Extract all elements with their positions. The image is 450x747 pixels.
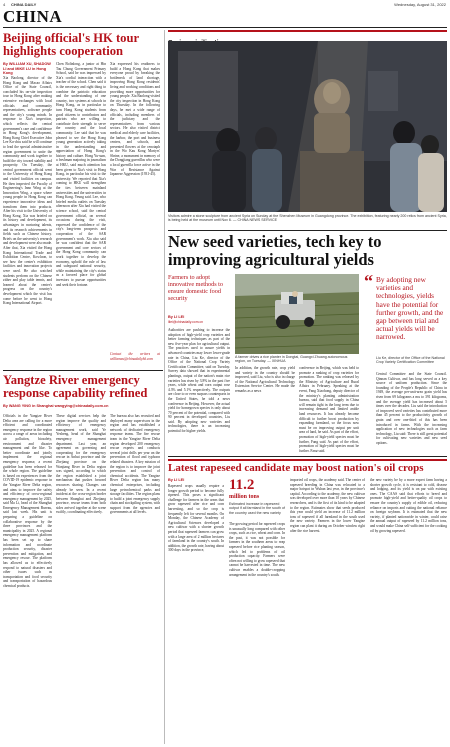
rice-col-1: Authorities are pushing to increase the adoption of high-yield crop varieties and better farming techniques as part of the new five-year plan for agricultural output. The practices used to assure yields in advanced countries may lower lower-grade rate in China, Liu Ke, director of the Office of the National Crop Variety Certification Committee, said on Tuesday. Survey data showed that in experimental plantings, output of the nation's main rice varieties has risen by 3.8% in the past five years, while wheat and corn output rose 4.3% and 5.1% respectively. The outputs are close to or even surpass counterparts in the United States, he told a news conference in Beijing. However, the actual yield for homegrown species is only about 70 percent of the potential, compared with 90 percent in developed countries, Liu said. By adopting new varieties and technologies, there is an increasing potential for higher yields. — [168, 328, 230, 434]
syria-photo — [168, 41, 447, 212]
section-title: CHINA — [3, 7, 63, 26]
rice-photo-art — [235, 274, 359, 354]
seeds-stat-number: 11.2 — [229, 477, 255, 493]
rice-byline: By LI LEI — [168, 315, 185, 319]
left-section-rule — [3, 370, 163, 371]
hk-contact: Contact the writers at williamxu@chinadailyhk.com — [110, 352, 160, 361]
page-number: 4 — [3, 2, 6, 7]
rice-headline: New seed varieties, tech key to improving agricultural yields — [168, 232, 382, 269]
rice-photo-caption: A farmer drives a rice planter in Dongtai, Guangxi Zhuang autonomous region, on Tuesday. — XINHUA — [235, 355, 348, 364]
seeds-headline: Latest rapeseed candidate may boost nation's oil crops — [168, 462, 424, 474]
seeds-byline: By LI LEI — [168, 478, 185, 482]
rice-pull-quote-mark: “ — [364, 271, 373, 291]
hk-byline: By WILLIAM XU, SHADOW LI and MIKE LU in Hong Kong — [3, 62, 51, 76]
seeds-stat-unit: million tons — [229, 494, 260, 500]
date-line: Wednesday, August 31, 2022 — [394, 2, 446, 7]
seeds-col-1: Rapeseed crops usually require a longer growth period to become fully ripened. This poses a significant challenge for farmers in the areas that grow rapeseed after rice and corn harvesting, and so the crop is frequently left for several months. On Monday, the Chinese Academy of Agricultural Sciences developed a new cultivar with a shorter growth period that rapeseed farmers can grow with a large area of 2 million hectares of farmland in the country's south. In addition, the growth rate, having about 300 days in the province, — [168, 484, 224, 553]
hk-col-2: Chen Bolinlong, a junior at Hin Tau Chung Government Primary School, said he was impressed by Xia's cordial interaction with a teacher of the school. Chen said it is the necessary and right thing to combine the patriotic education and the understanding of one country, two systems at schools in Hong Kong, as in particular to turn Hong Kong students from good citizens to contributors and patriots who are willing to contribute their strength to serve the country and the local community. Lee said that he was pleased to see the Hong Kong young generation actively taking in the understanding and appreciation of Hong Kong's history and culture. Hong Yu-sum, a freshman majoring in journalism at HKU, said much attention has been given to Xia's visit to Hong Kong, in particular his visit to the university. We reported that Xia's coming to HKU will strengthen the ties between mainland universities and the universities in Hong Kong. Yeung said. Lee, who briefed media outlets on Tuesday afternoon after Xia had visited the science school, said the central government official, on several occasions during the visit, expressed the confidence of the city's long-term prospects and cooperation of the SAR government's work. Xia also said he was confident that the SAR government and core sectors of the Hong Kong community can work together to develop the economy, uphold the rule of law and safeguard national security, while maintaining the city's status as a favored place for global investors to pursue opportunities and seek their fortune. — [56, 62, 106, 287]
hk-headline: Beijing official's HK tour highlights cooperation — [3, 31, 139, 58]
seeds-col-4: the new variety be by a more expert farm having a shorter growth cycle, it is resistant to cold, disease and lodging, and its yield is on par with existing ones. The CAAS said that efforts to breed and promote high-yield and better-quality oil crops to ensure the country's supply of edible oil, reducing reliance on imports and cutting the national reliance on foreign soybean. It is estimated that the new variety, if planted nationwide in winter, could raise the annual output of rapeseed by 11.2 million tons, and would make China self-sufficient for the cooking oil by growing rapeseed. — [370, 478, 447, 533]
syria-caption: Visitors admire a stone sculpture from ancient Syria on Sunday at the Shenzhen Museum in Guangdong province. The exhibition, featuring nearly 200 relics from ancient Syria, is being held at the museum until Nov 6. — CHINA NEWS SERVICE — [168, 214, 447, 223]
rice-byline-email: lilei@chinadaily.com.cn — [168, 320, 204, 324]
rice-pull-quote-attrib: Liu Ke, director of the Office of the National Crop Variety Certification Committee — [376, 356, 445, 365]
rice-photo — [235, 274, 359, 354]
seeds-col-2: The growing period for rapeseed crops is unusually long compared with other crops, such as rice, wheat and corn. In the past, it was not possible for farmers in the southern areas to reap rapeseed before rice planting season, which led to problems of oil production capacity. Farmers were often not willing to grow rapeseed that cannot be harvested in time. The new cultivar enables a double-cropping arrangement in the country's south. — [229, 522, 285, 577]
right-mid-rule — [168, 456, 447, 457]
yangtze-col-3: The bureau also has recruited and deployed many supervisors in the region and has established a network of dedicated emergency response teams. The fire rescue team in the Yangtze River Delta region developed 200 emergency rescue experts and conducts several joint drills per year on the prevention of flood and typhoon related disasters. A key mission of the region is to improve the joint prevention and control of chemical accidents. The Yangtze River Delta region has many chemical enterprises, including large petrochemical parks and storage facilities. The region plans to build a joint emergency supply chain and stockpiling system, with support from the agencies and governments at all levels. — [110, 414, 160, 515]
hk-col-1: Xia Baolong, director of the Hong Kong and Macao Affairs Office of the State Council, concluded his on-site inspection tour in Hong Kong after making extensive exchanges with local officials and community representatives, software people and the city's young minds. In response to Xia's inspection, which reflects the central government's care and confidence in Hong Kong's development, Hong Kong Chief Executive John Lee Ka-chiu said he will continue to lead the special administrative region government to unite the community and work together to build the city toward stability and prosperity. On Tuesday, the central government official went to the University of Hong Kong and visited facilities on campus. He then inspected the Faculty of Engineering's Inno Wing at the Innovation Wing, a space where young people in Hong Kong can experience innovative ideas and transform them into products. After his visit to the University of Hong Kong, Xia was briefed on its history and development, its advantages in nurturing talents, and its research achievements in fields such as Chinese history. Briefs on the university's research and development were also made. After that, Xia visited the Hong Kong International Trade and Exhibition Centre, Kowloon, to see how the center's exhibition facilities and innovation projects were used. He also watched students perform on the Chinese zither and play table tennis, and learned about the center's progress on the country's development which the visit has come before he went to Hong Kong International Airport. — [3, 76, 52, 306]
seeds-stat-desc: Estimated increase in rapeseed output if all farmland in the south of the country used the new variety — [229, 502, 285, 515]
hk-col-3: Xia expressed his readiness to build a Hong Kong that makes everyone proud by breaking the bottleneck of land shortage, improving Hong Kong residents' living and working conditions and providing more opportunities for young people. Xia Baolong visited the city inspection in Hong Kong on Thursday. In the following days, he met a wide range of officials, including members of the judiciary and the representatives from various sectors. He also visited district medical and elderly care facilities, the harbor, the port and business centers, and schools, and presented flowers at the cenotaph in the Wo Kau Kong Martyrs' Shrine, a monument in memory of the Dongjiang guerrillas who were a local guerrilla force active in the War of Resistance Against Japanese Aggression (1931-45). — [110, 62, 160, 177]
yangtze-byline: By WANG YING in Shanghai wangying@chinadaily.com.cn — [3, 404, 109, 408]
header-rule — [3, 27, 447, 28]
publication-name: CHINA DAILY — [11, 2, 37, 7]
rice-col-2: In addition, the growth rate, crop yield and variety in the country should be improved, said Liu, who is also in charge of the National Agricultural Technology Extension Service Center. He made the remarks as a news — [235, 366, 295, 393]
yangtze-col-2: These digital services help the region improve the quality and efficiency of emergency management work, said Ye Yesheng, head of the Shanghai emergency management department. Last year, an agreement on governing and cooperating for the emergency rescue in Anhui province and the Zhejiang province on the Wanjiang River in Delta region was signed, according to which the region established a joint mechanism that pushes forward resources sharing. Changes can already be seen. In a recent incident at the cross-region border between Shanghai and Zhejiang province, rescue teams from both sides arrived together at the scene swiftly, coordinating effectively. — [56, 414, 106, 515]
syria-banner — [168, 30, 447, 40]
seeds-col-3: imported oil crops, the academy said. The center of rapeseed breeding in China was relocated to a major hotspot in Wuhan last year, in the province's capital. According to the academy, the new cultivar was developed over more than 10 years by Chinese researchers, and is the first of its kind to be adapted to the region. Estimates show that seeds produced this year could yield an increase of 11.2 million tons of rapeseed if all farmland in the south used the new variety. Farmers in the lower Yangtze region can plant it during an October window right after the rice harvest. — [290, 478, 365, 533]
vertical-divider — [164, 30, 165, 744]
yangtze-headline: Yangtze River emergency response capability refined — [3, 373, 148, 400]
yangtze-col-1: Officials in the Yangtze River Delta area are calling for a more efficient and coordinated emergency response in the region across a range of areas including air pollution, biosafety, environment and disaster management and the like. To better coordinate and jointly implement the regional emergency response, a recent guideline has been released for the whole region. The guideline is based on experiences from the COVID-19 epidemic response in the Yangtze River Delta region, and aims to improve the safety and efficiency of cross-regional emergency management by 2025, said Ma Li, head of the Shanghai Emergency Management Bureau, said last week. His unit is preparing a guideline on collaborative response by the three provinces and the municipality in 2025. A regional emergency management platform has been set up to share information and coordinate production security, disaster prevention and mitigation, and emergency rescue. The platform has allowed us to effectively respond to natural disasters and other issues such as transportation and food security and transportation of hazardous chemical products. — [3, 414, 52, 588]
rice-deck: Farmers to adopt innovative methods to ensure domestic food security — [168, 274, 223, 302]
right-top-rule — [168, 230, 447, 231]
syria-photo-art — [168, 41, 447, 212]
rice-col-5: Central Committee and the State Council. Qinnan Cultivar, and has long served as a key source of uniform production. Since the founding of the People's Republic of China in 1949, the average per-unit-area grain yield has risen from 69 kilograms a mu to 391 kilograms, and the average yield has increased about 5 times over the decades. Liu said the introduction of improved seed varieties has contributed more than 45 percent to the productivity growth of grain and over one-third of this has been introduced in farms. With the increasing application of new technologies such as farm technology, Liu said: There is still great potential for cultivating new varieties and new seed options. — [376, 372, 447, 445]
seeds-headline-bar — [168, 459, 447, 461]
rice-col-3: conference in Beijing, which was held to promote a ranking of crop varieties for promotion. The ranking was released by the Ministry of Agriculture and Rural Affairs in February. Speaking at the event, Fang Xiaohong, deputy director of the ministry's planting administration bureau, said that food supply in China will remain tight in the long term due to increasing demand and limited arable land resources. It has already become difficult to further boost production by expanding farmland, so the focus now must be on improving output per unit area of land, he said. As part of the effort, promotion of high-yield species must be further, Fang said. As part of the effort, promotion of high-yield species must be further, Fang said. — [299, 366, 359, 452]
rice-pull-quote: By adopting new varieties and technologies, yields have the potential for further growth, and the gap between trial and actual yields will be narrowed. — [376, 275, 444, 342]
